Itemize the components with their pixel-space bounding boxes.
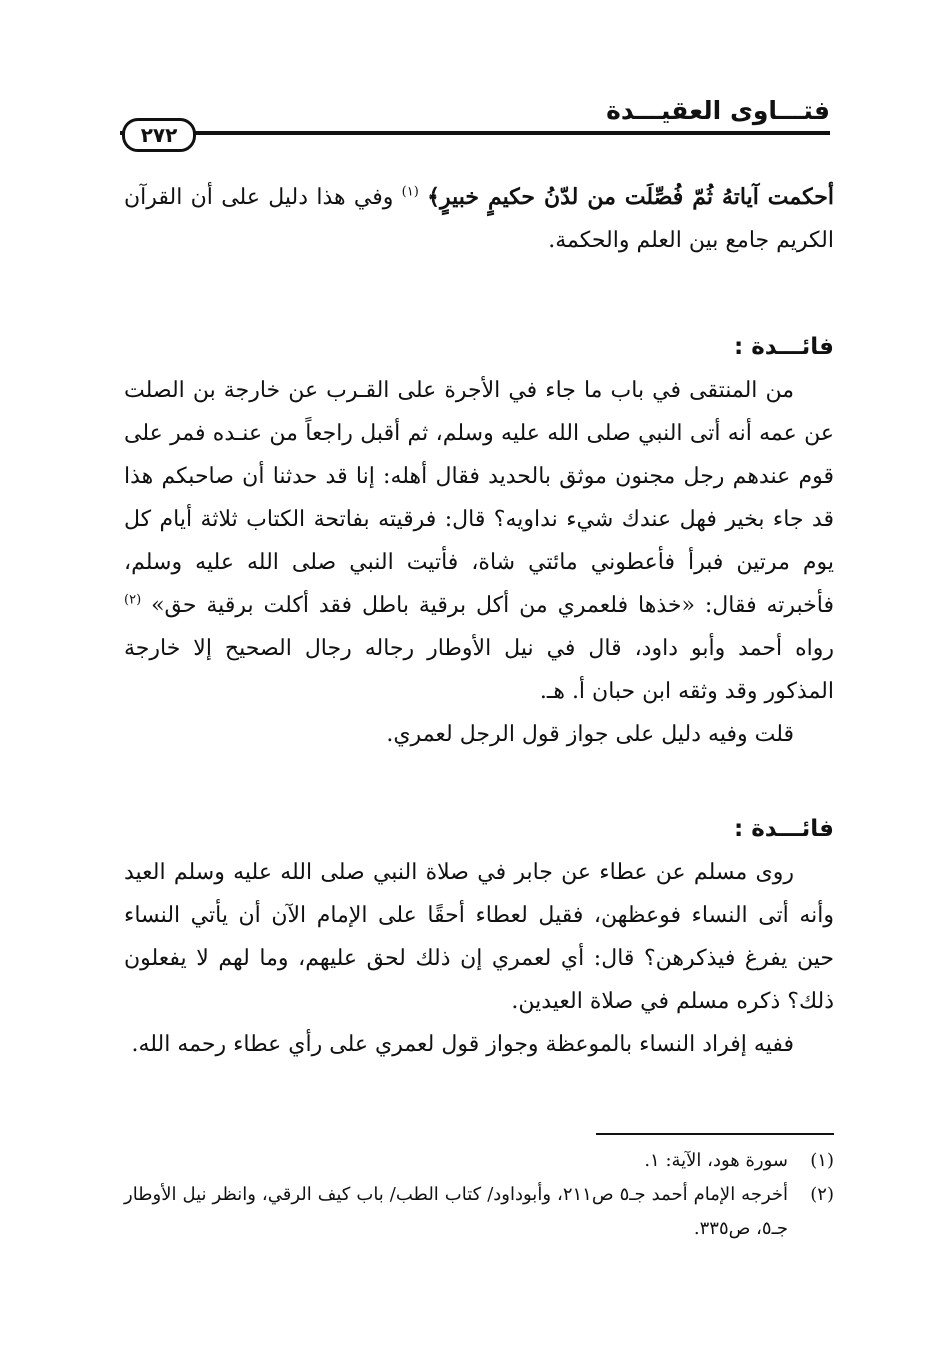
spacer <box>124 262 834 326</box>
section-heading: فائـــدة : <box>734 816 834 842</box>
section1-note: قلت وفيه دليل على جواز قول الرجل لعمري. <box>386 722 794 747</box>
section-heading: فائـــدة : <box>734 334 834 360</box>
page-number: ٢٧٢ <box>122 118 196 152</box>
footnote-text: سورة هود، الآية: ١. <box>644 1150 788 1171</box>
section1-text: من المنتقى في باب ما جاء في الأجرة على القـرب عن خارجة بن الصلت عن عمه أنه أتى النبي صلى الله عليه وسلم، ثم أقبل راجعاً من عنـده فمر على قوم عندهم رجل مجنون موثق بالحديد فقال أهله: إنا قد حدثنا أن صاحبكم هذا قد جاء بخير فهل عندك شيء نداويه؟ قال: فرقيته بفاتحة الكتاب ثلاثة أيام كل يوم مرتين فبرأ فأعطوني مائتي شاة، فأتيت النبي صلى الله عليه وسلم، فأخبرته فقال: «خذها فلعمري من أكل برقية باطل فقد أكلت برقية حق» <box>124 378 835 618</box>
section2-note: ففيه إفراد النساء بالموعظة وجواز قول لعمري على رأي عطاء رحمه الله. <box>131 1032 794 1057</box>
book-title: فتـــاوى العقيـــدة <box>606 96 830 125</box>
footnote <box>124 1144 834 1178</box>
running-header <box>120 86 830 156</box>
quran-quote: أحكمت آياتهُ ثُمّ فُصِّلَت من لدّنُ حكيمٍ خبيرٍ﴾ <box>427 184 834 210</box>
intro-paragraph <box>124 176 834 262</box>
footnote-text: أخرجه الإمام أحمد جـ٥ ص٢١١، وأبوداود/ كتاب الطب/ باب كيف الرقي، وانظر نيل الأوطار جـ٥، ص٣٣٥. <box>124 1184 789 1239</box>
footnote <box>124 1178 834 1246</box>
intro-text: وفي هذا دليل على أن القرآن الكريم جامع بين العلم والحكمة. <box>124 185 834 253</box>
footnote-rule <box>596 1133 834 1135</box>
spacer <box>124 756 834 808</box>
section1-paragraph <box>124 369 834 713</box>
section2-paragraph: روى مسلم عن عطاء عن جابر في صلاة النبي صلى الله عليه وسلم العيد وأنه أتى النساء فوعظهن، فقيل لعطاء أحقًا على الإمام الآن أن يأتي النساء حين يفرغ فيذكرهن؟ قال: أي لعمري إن ذلك لحق عليهم، وما لهم لا يفعلون ذلك؟ ذكره مسلم في صلاة العيدين. <box>124 860 834 1014</box>
footnote-number: (١) <box>810 1150 834 1171</box>
footnotes <box>124 1144 834 1246</box>
footnote-mark: (٢) <box>124 592 142 608</box>
footnote-number: (٢) <box>810 1184 834 1205</box>
section1-text-continued: رواه أحمد وأبو داود، قال في نيل الأوطار رجاله رجال الصحيح إلا خارجة المذكور وقد وثقه ابن حبان أ. هـ. <box>124 636 834 704</box>
main-content <box>124 176 834 1066</box>
footnote-mark: (١) <box>401 184 419 200</box>
header-rule <box>120 131 830 135</box>
